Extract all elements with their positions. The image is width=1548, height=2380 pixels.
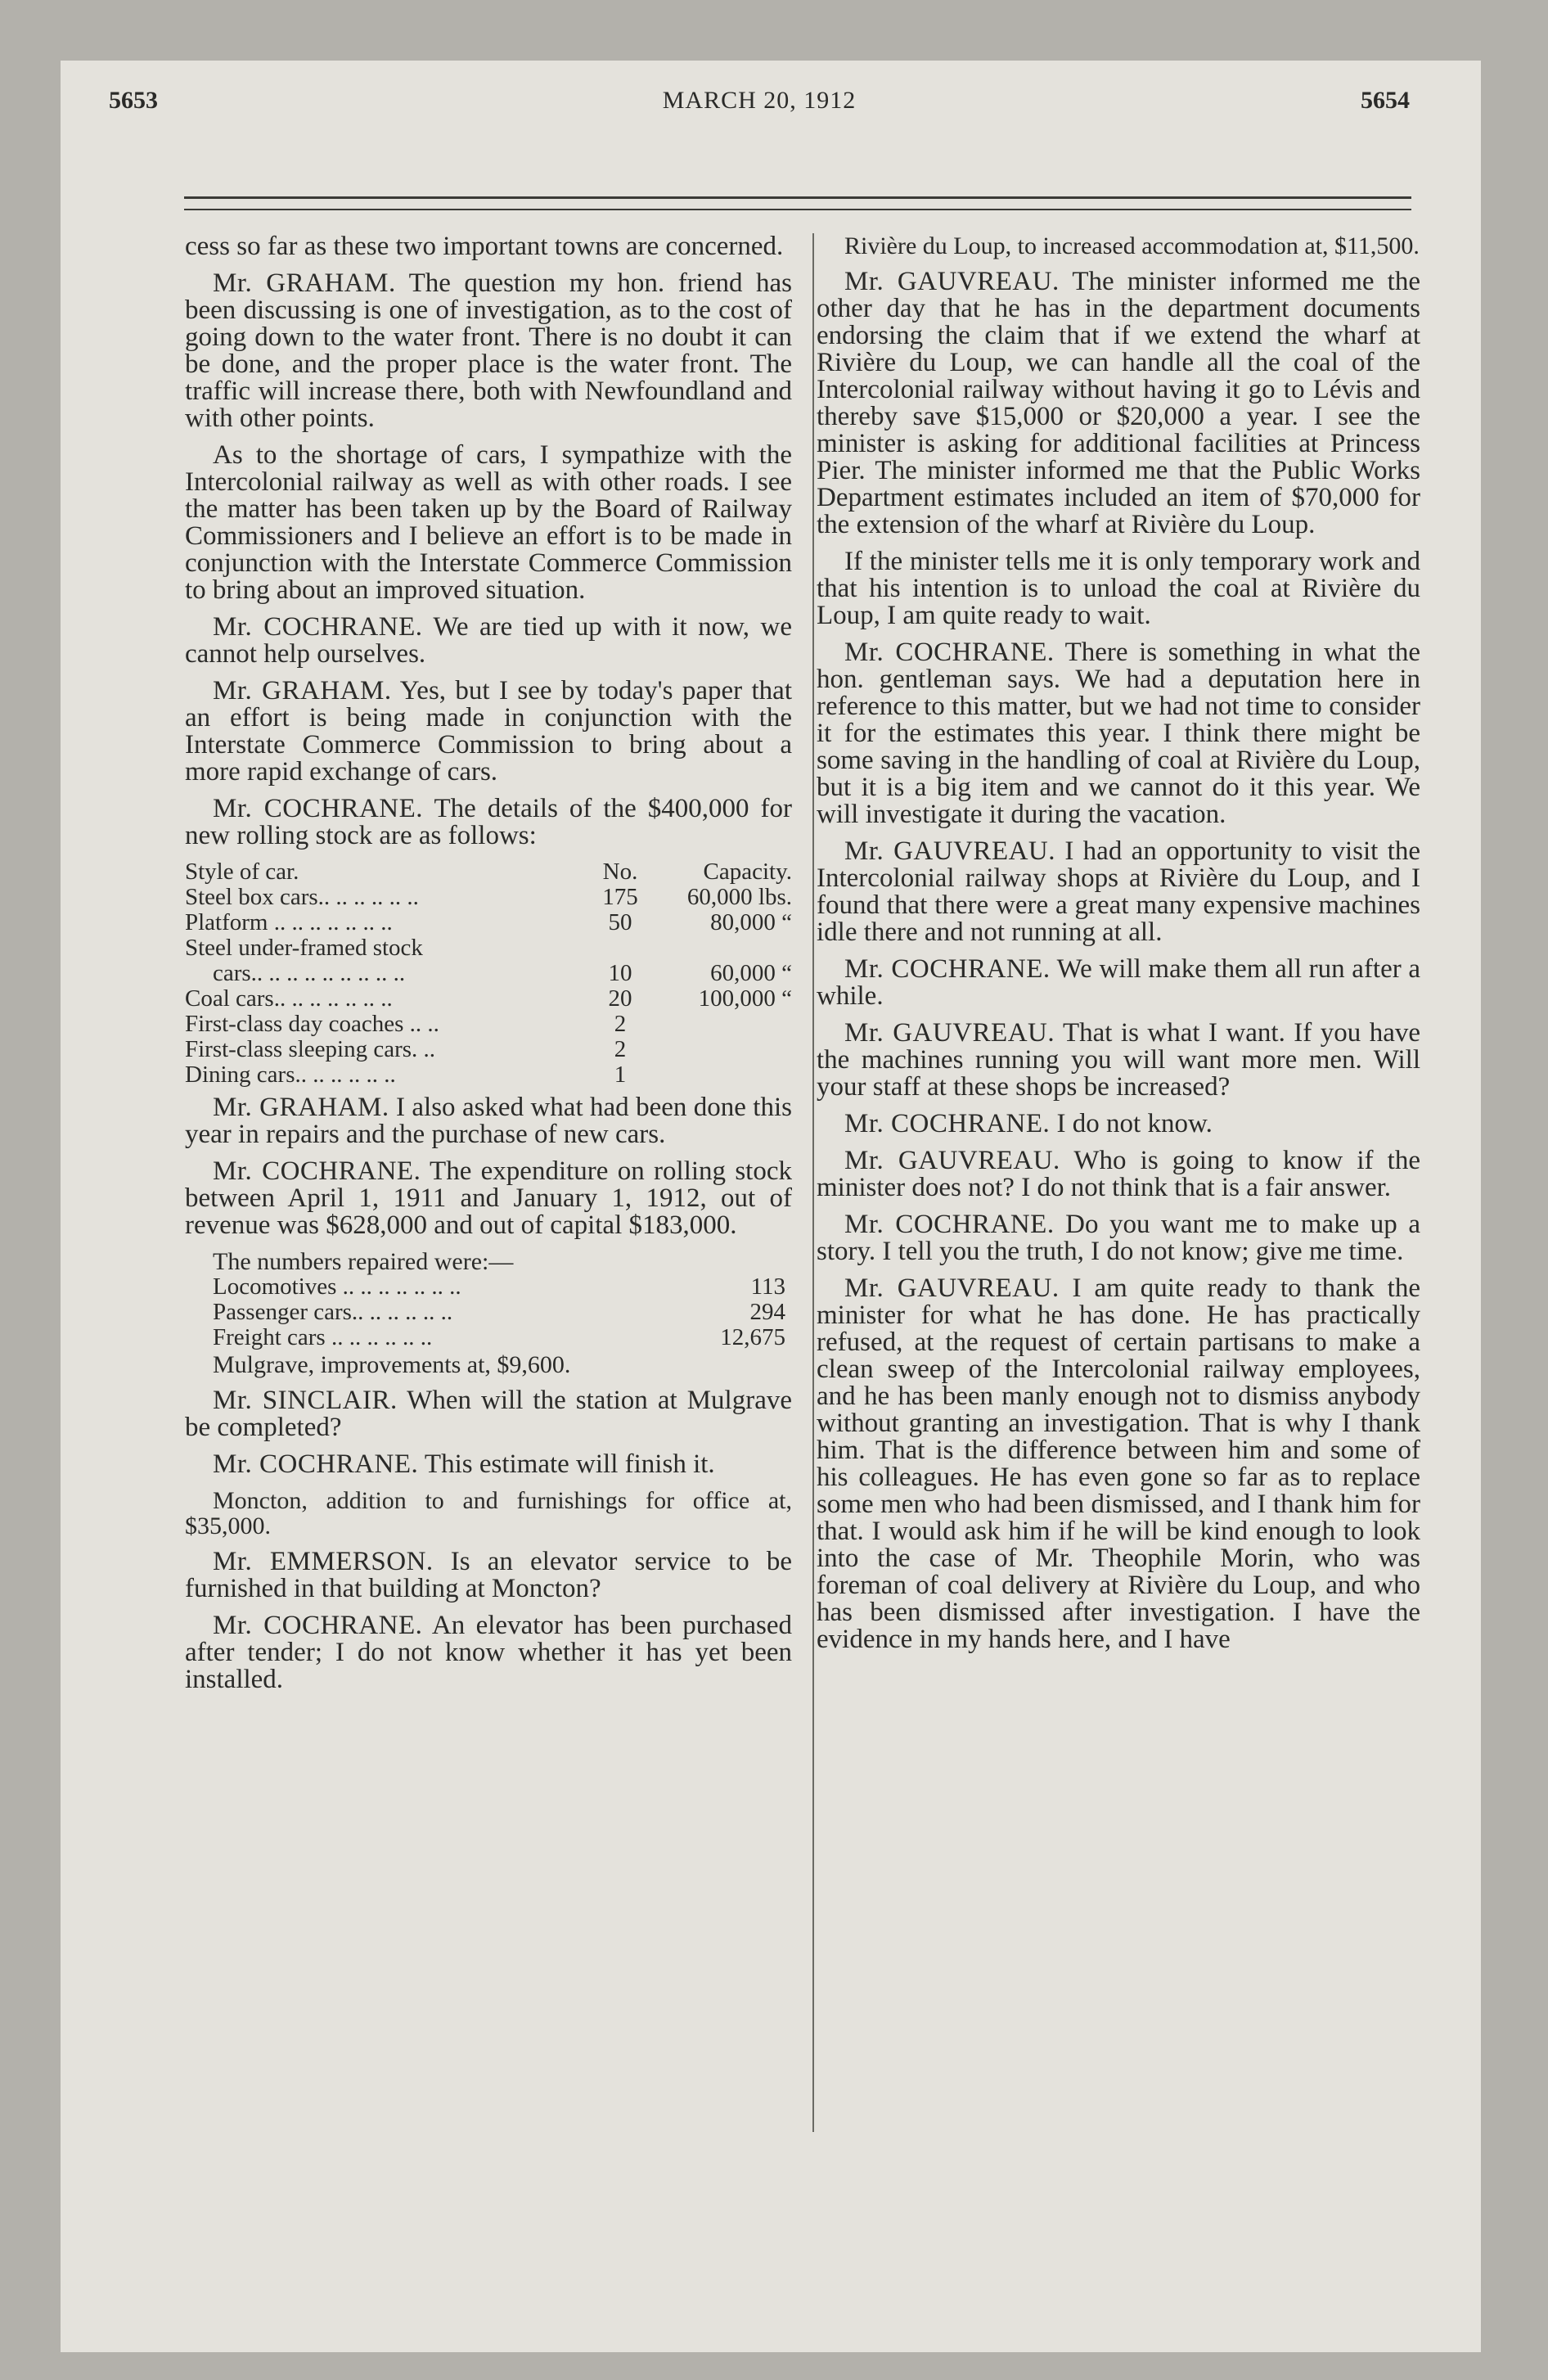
speech: The details of the $400,000 for new rolling stock are as follows: xyxy=(185,794,792,850)
cell-capacity xyxy=(669,1012,792,1037)
cell-value: 12,675 xyxy=(720,1324,785,1350)
speech: Do you want me to make up a story. I tell you the truth, I do not know; give me time. xyxy=(817,1210,1420,1266)
speaker: Mr. COCHRANE. xyxy=(844,954,1051,984)
page-number-left: 5653 xyxy=(109,87,158,114)
paragraph: If the minister tells me it is only temporary work and that his intention is to unload the coal at Rivière du Loup, I am quite ready to wait. xyxy=(817,547,1420,630)
speech: The question my hon. friend has been discussing is one of investigation, as to the cost of going down to the water front. There is no doubt it can be done, and the proper place is the water front. The traffic will increase there, both with Newfoundland and with other points. xyxy=(185,268,792,433)
cell-capacity: 60,000 lbs. xyxy=(686,884,792,910)
speech: When will the station at Mulgrave be completed? xyxy=(185,1386,792,1442)
left-column xyxy=(185,233,792,1703)
speaker: Mr. EMMERSON. xyxy=(213,1547,434,1576)
estimate-item: Rivière du Loup, to increased accommodation at, $11,500. xyxy=(844,232,1420,259)
page-date: MARCH 20, 1912 xyxy=(662,87,857,114)
cell-capacity: 100,000 “ xyxy=(698,985,792,1012)
cell-no xyxy=(571,935,669,961)
cell-capacity xyxy=(669,1037,792,1062)
paragraph xyxy=(185,1387,792,1441)
table-row xyxy=(185,986,792,1012)
col-header-style: Style of car. xyxy=(185,859,299,885)
paragraph xyxy=(817,1111,1420,1138)
right-column xyxy=(817,233,1420,1663)
cell-no: 2 xyxy=(614,1011,627,1037)
page-header xyxy=(109,79,1410,128)
table-header-row xyxy=(185,859,792,885)
estimate-item: Moncton, addition to and furnishings for office at, $35,000. xyxy=(185,1487,792,1539)
cell-no: 10 xyxy=(608,960,632,986)
table-row xyxy=(213,1274,785,1300)
speaker: Mr. GAUVREAU. xyxy=(844,836,1056,866)
table-row xyxy=(185,935,792,961)
speech: I also asked what had been done this year in repairs and the purchase of new cars. xyxy=(185,1093,792,1149)
cell-capacity: 80,000 “ xyxy=(710,909,792,935)
cell-capacity xyxy=(669,935,792,961)
speaker: Mr. GAUVREAU. xyxy=(844,267,1060,296)
paragraph xyxy=(185,1548,792,1602)
paragraph: cess so far as these two important towns are concerned. xyxy=(185,232,784,261)
speech: Yes, but I see by today's paper that an effort is being made in conjunction with the Interstate Commerce Commission to bring about a more rapid exchange of cars. xyxy=(185,676,792,787)
paragraph xyxy=(185,796,792,850)
speech: I had an opportunity to visit the Intercolonial railway shops at Rivière du Loup, and I found that there were a great many expensive machines idle there and not running at all. xyxy=(817,836,1421,947)
paragraph xyxy=(817,1275,1420,1653)
page-number-right: 5654 xyxy=(1361,87,1410,114)
speech: Who is going to know if the minister does not? I do not think that is a fair answer. xyxy=(817,1146,1420,1202)
cell-style: Steel under-framed stock xyxy=(185,935,423,961)
speech: Is an elevator service to be furnished in that building at Moncton? xyxy=(185,1547,792,1603)
speech: That is what I want. If you have the machines running you will want more men. Will your staff at these shops be increased? xyxy=(817,1018,1421,1102)
paragraph xyxy=(185,1612,792,1693)
speaker: Mr. GRAHAM. xyxy=(213,268,396,298)
paragraph xyxy=(185,1451,792,1478)
paragraph xyxy=(185,270,792,432)
table-row xyxy=(185,910,792,935)
cell-label: Freight cars .. .. .. .. .. .. xyxy=(213,1324,433,1350)
speaker: Mr. COCHRANE. xyxy=(213,1156,421,1186)
header-rule-top xyxy=(184,196,1411,199)
speaker: Mr. GAUVREAU. xyxy=(844,1273,1060,1303)
cell-no: 20 xyxy=(608,985,632,1012)
speaker: Mr. COCHRANE. xyxy=(844,1210,1055,1239)
table-row xyxy=(185,1012,792,1037)
cell-style: First-class day coaches .. .. xyxy=(185,1011,439,1037)
speaker: Mr. GRAHAM. xyxy=(213,1093,389,1122)
speaker: Mr. SINCLAIR. xyxy=(213,1386,398,1415)
estimate-item: Mulgrave, improvements at, $9,600. xyxy=(213,1351,571,1378)
speech: I do not know. xyxy=(1050,1109,1213,1138)
speaker: Mr. COCHRANE. xyxy=(844,1109,1051,1138)
paragraph: As to the shortage of cars, I sympathize with the Intercolonial railway as well as with other roads. I see the matter has been taken up by the Board of Railway Commissioners and I believe an effort is to be made in conjunction with the Interstate Commerce Commission to bring about an improved situation. xyxy=(185,440,792,605)
repairs-table xyxy=(213,1274,785,1350)
cell-capacity: 60,000 “ xyxy=(710,960,792,986)
table-row xyxy=(213,1300,785,1325)
cell-label: Locomotives .. .. .. .. .. .. .. xyxy=(213,1273,461,1300)
cell-style: cars.. .. .. .. .. .. .. .. .. xyxy=(213,960,406,986)
speech: An elevator has been purchased after tender; I do not know whether it has yet been installed. xyxy=(185,1611,792,1694)
paragraph xyxy=(817,838,1420,946)
cell-label: Passenger cars.. .. .. .. .. .. xyxy=(213,1299,453,1325)
cell-no: 2 xyxy=(614,1036,627,1062)
paragraph xyxy=(817,1147,1420,1201)
cell-value: 113 xyxy=(750,1273,785,1300)
speech: We will make them all run after a while. xyxy=(817,954,1421,1011)
speech: We are tied up with it now, we cannot help ourselves. xyxy=(185,612,792,669)
speaker: Mr. COCHRANE. xyxy=(213,1449,419,1479)
column-divider xyxy=(812,233,814,2132)
table-row xyxy=(185,1062,792,1088)
speech: The expenditure on rolling stock between April 1, 1911 and January 1, 1912, out of revenue was $628,000 and out of capital $183,000. xyxy=(185,1156,792,1240)
paragraph xyxy=(817,268,1420,539)
speaker: Mr. COCHRANE. xyxy=(213,1611,423,1640)
speaker: Mr. GRAHAM. xyxy=(213,676,392,705)
cell-style: Coal cars.. .. .. .. .. .. .. xyxy=(185,985,393,1012)
speaker: Mr. COCHRANE. xyxy=(844,638,1055,667)
cell-style: Platform .. .. .. .. .. .. .. xyxy=(185,909,393,935)
cell-value: 294 xyxy=(749,1299,785,1325)
speaker: Mr. GAUVREAU. xyxy=(844,1018,1055,1048)
col-header-capacity: Capacity. xyxy=(703,859,792,885)
cell-style: First-class sleeping cars. .. xyxy=(185,1036,436,1062)
cell-no: 1 xyxy=(614,1062,627,1088)
cell-no: 175 xyxy=(602,884,638,910)
table-row xyxy=(185,885,792,910)
paragraph xyxy=(817,1020,1420,1101)
repaired-heading: The numbers repaired were:— xyxy=(213,1248,514,1275)
paragraph xyxy=(185,678,792,786)
table-row xyxy=(213,1325,785,1350)
speech: There is something in what the hon. gentleman says. We had a deputation here in reference to this matter, but we had not time to consider it for the estimates this year. I think there might be some saving in the handling of coal at Rivière du Loup, but it is a big item and we cannot do it this year. We will investigate it during the vacation. xyxy=(817,638,1421,829)
header-rule-bottom xyxy=(184,209,1411,210)
rolling-stock-table xyxy=(185,859,792,1088)
speaker: Mr. GAUVREAU. xyxy=(844,1146,1060,1175)
paragraph xyxy=(185,614,792,668)
cell-style: Dining cars.. .. .. .. .. .. xyxy=(185,1062,396,1088)
paragraph xyxy=(817,1211,1420,1265)
speech: I am quite ready to thank the minister for what he has done. He has practically refused, at the request of certain partisans to make a clean sweep of the Intercolonial railway employees, and he has been manly enough not to dismiss anybody without granting an investigation. That is why I thank him. That is the difference between him and some of his colleagues. He has even gone so far as to replace some men who had been dismissed, and I thank him for that. I would ask him if he will be kind enough to look into the case of Mr. Theophile Morin, who was foreman of coal delivery at Rivière du Loup, and who has been dismissed after investigation. I have the evidence in my hands here, and I have xyxy=(817,1273,1421,1654)
cell-style: Steel box cars.. .. .. .. .. .. xyxy=(185,884,419,910)
speech: This estimate will finish it. xyxy=(418,1449,715,1479)
cell-no: 50 xyxy=(608,909,632,935)
speaker: Mr. COCHRANE. xyxy=(213,612,423,642)
table-row xyxy=(185,961,792,986)
table-row xyxy=(185,1037,792,1062)
speaker: Mr. COCHRANE. xyxy=(213,794,424,823)
paragraph xyxy=(185,1158,792,1239)
speech: The minister informed me the other day that he has in the department documents endorsing the claim that if we extend the wharf at Rivière du Loup, we can handle all the coal of the Intercolonial railway without having it go to Lévis and thereby save $15,000 or $20,000 a year. I see the minister is asking for additional facilities at Princess Pier. The minister informed me that the Public Works Department estimates included an item of $70,000 for the extension of the wharf at Rivière du Loup. xyxy=(817,267,1420,539)
paragraph xyxy=(817,639,1420,828)
paragraph xyxy=(817,956,1420,1010)
cell-capacity xyxy=(669,1062,792,1088)
col-header-no: No. xyxy=(602,859,638,885)
paragraph xyxy=(185,1094,792,1148)
